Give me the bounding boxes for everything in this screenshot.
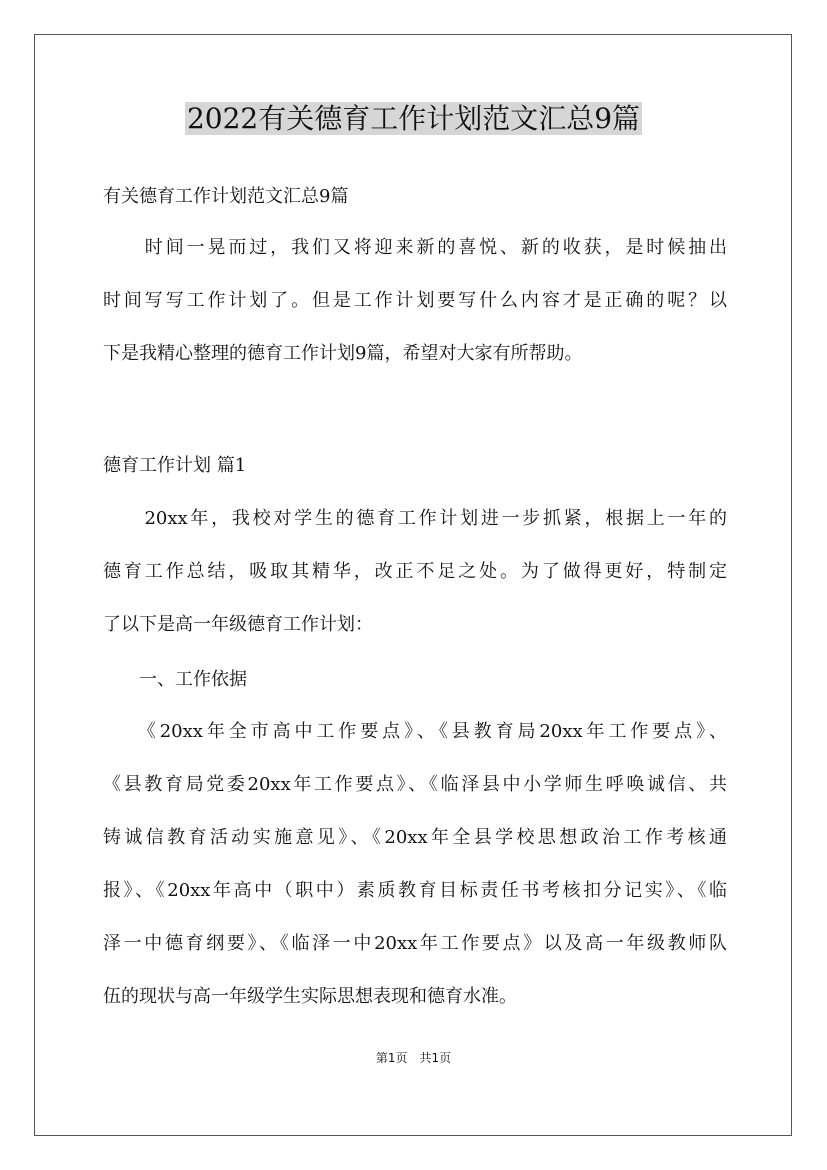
paragraph-line: 了以下是高一年级德育工作计划：	[103, 614, 373, 635]
basis-paragraph	[103, 705, 727, 1023]
document-subtitle: 有关德育工作计划范文汇总9篇	[103, 186, 349, 207]
intro-line: 时间一晃而过，我们又将迎来新的喜悦、新的收获，是时候抽出	[103, 237, 727, 258]
document-title-text: 2022有关德育工作计划范文汇总9篇	[186, 102, 641, 135]
paragraph-line: 泽一中德育纲要》、《临泽一中20xx年工作要点》以及高一年级教师队	[103, 933, 727, 954]
paragraph-line: 德育工作总结，吸取其精华，改正不足之处。为了做得更好，特制定	[103, 561, 727, 582]
section-paragraph	[103, 492, 727, 651]
document-title	[0, 96, 827, 142]
paragraph-line: 20xx年，我校对学生的德育工作计划进一步抓紧，根据上一年的	[103, 508, 727, 529]
paragraph-line: 铸诚信教育活动实施意见》、《20xx年全县学校思想政治工作考核通	[103, 827, 727, 848]
intro-line: 下是我精心整理的德育工作计划9篇，希望对大家有所帮助。	[103, 343, 583, 364]
section-heading: 德育工作计划 篇1	[103, 455, 247, 476]
intro-paragraph	[103, 221, 727, 380]
paragraph-line: 《20xx年全市高中工作要点》、《县教育局20xx年工作要点》、	[103, 721, 727, 742]
item-heading: 一、工作依据	[103, 669, 247, 690]
paragraph-line: 伍的现状与高一年级学生实际思想表现和德育水准。	[103, 986, 517, 1007]
intro-line: 时间写写工作计划了。但是工作计划要写什么内容才是正确的呢？以	[103, 290, 727, 311]
paragraph-line: 《县教育局党委20xx年工作要点》、《临泽县中小学师生呼唤诚信、共	[103, 774, 727, 795]
paragraph-line: 报》、《20xx年高中（职中）素质教育目标责任书考核扣分记实》、《临	[103, 880, 727, 901]
page-footer: 第1页 共1页	[375, 1051, 452, 1065]
